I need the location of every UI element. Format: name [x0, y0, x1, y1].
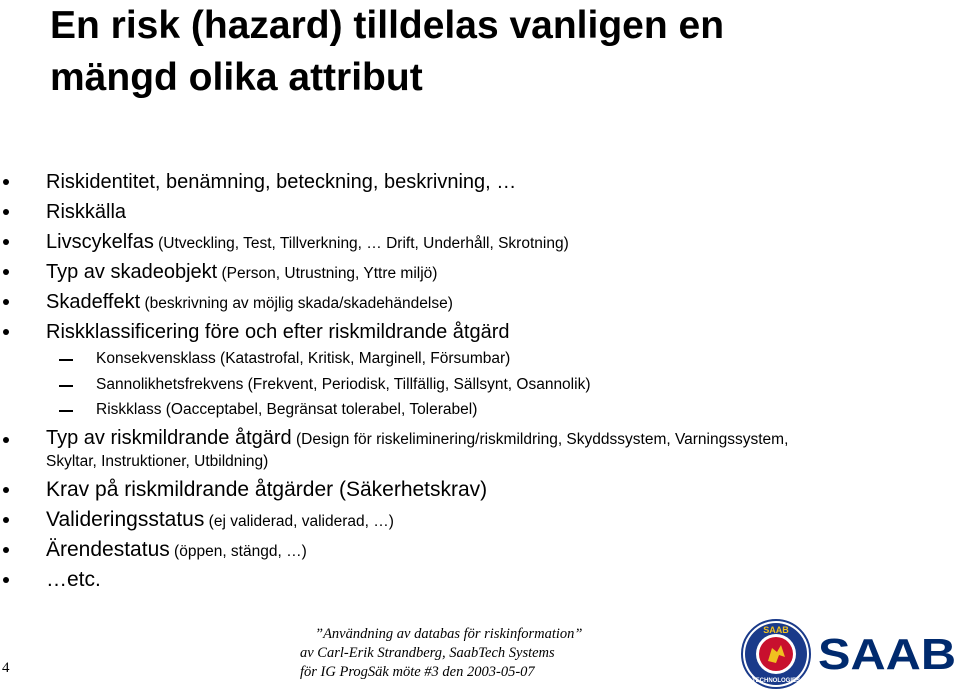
saab-wordmark-logo: [818, 633, 958, 675]
bullet-text: [46, 290, 453, 316]
bullet-main-text: Valideringsstatus: [46, 508, 205, 531]
bullet-detail-text: (ej validerad, validerad, …): [204, 513, 394, 530]
bullet-main-text: Livscykelfas: [46, 231, 154, 253]
dash-icon: [59, 410, 73, 412]
bullet-main-text: Skadeffekt: [46, 291, 141, 313]
bullet-dot-icon: [3, 547, 9, 553]
bullet-dot-icon: [3, 487, 9, 493]
bullet-text: [46, 428, 946, 472]
bullet-text: [46, 230, 569, 256]
bullet-detail-text: (Utveckling, Test, Tillverkning, … Drift, Underhåll, Skrotning): [153, 235, 569, 252]
footer-line-1: ”Användning av databas för riskinformation”: [315, 626, 583, 642]
bullet-dot-icon: [3, 239, 9, 245]
sub-bullet-text: Riskklass (Oacceptabel, Begränsat tolerabel, Tolerabel): [96, 401, 478, 418]
bullet-dot-icon: [3, 577, 9, 583]
bullet-dot-icon: [3, 437, 9, 443]
bullet-main-text: Ärendestatus: [46, 538, 170, 561]
bullet-dot-icon: [3, 179, 9, 185]
seal-top-text: SAAB: [763, 625, 789, 635]
seal-bottom-text: TECHNOLOGIES: [751, 678, 801, 684]
saab-wordmark: SAAB: [818, 633, 956, 675]
bullet-detail-text: (beskrivning av möjlig skada/skadehändelse): [140, 295, 453, 312]
sub-bullet-text: Sannolikhetsfrekvens (Frekvent, Periodisk, Tillfällig, Sällsynt, Osannolik): [96, 376, 591, 393]
footer-line-3: för IG ProgSäk möte #3 den 2003-05-07: [300, 664, 535, 680]
bullet-text: …etc.: [46, 568, 101, 591]
bullet-dot-icon: [3, 517, 9, 523]
saab-technologies-seal-logo: [741, 619, 811, 689]
bullet-dot-icon: [3, 299, 9, 305]
bullet-dot-icon: [3, 269, 9, 275]
bullet-detail-text: (öppen, stängd, …): [169, 543, 307, 560]
dash-icon: [59, 359, 73, 361]
bullet-detail-text: (Person, Utrustning, Yttre miljö): [217, 265, 438, 282]
bullet-text: Riskklassificering före och efter riskmildrande åtgärd: [46, 321, 510, 343]
bullet-text: Riskidentitet, benämning, beteckning, beskrivning, …: [46, 171, 517, 193]
bullet-text: [46, 508, 394, 534]
footer-citation: [300, 625, 720, 682]
bullet-dot-icon: [3, 209, 9, 215]
title-line-2: mängd olika attribut: [50, 56, 423, 99]
bullet-text: [46, 260, 437, 286]
bullet-detail-text-continued: Skyltar, Instruktioner, Utbildning): [46, 453, 269, 470]
footer-line-2: av Carl-Erik Strandberg, SaabTech Systems: [300, 645, 555, 661]
sub-bullet-text: Konsekvensklass (Katastrofal, Kritisk, Marginell, Försumbar): [96, 350, 511, 367]
bullet-text: [46, 538, 307, 564]
bullet-detail-text: (Design för riskeliminering/riskmildring, Skyddssystem, Varningssystem,: [291, 431, 789, 448]
dash-icon: [59, 385, 73, 387]
title-line-1: En risk (hazard) tilldelas vanligen en: [50, 4, 725, 47]
bullet-text: Riskkälla: [46, 201, 127, 223]
bullet-dot-icon: [3, 329, 9, 335]
page-number: 4: [2, 660, 10, 676]
bullet-main-text: Typ av skadeobjekt: [46, 261, 218, 283]
bullet-main-text: Typ av riskmildrande åtgärd: [46, 427, 292, 449]
slide-title: [50, 0, 930, 104]
bullet-text: Krav på riskmildrande åtgärder (Säkerhetskrav): [46, 478, 488, 501]
